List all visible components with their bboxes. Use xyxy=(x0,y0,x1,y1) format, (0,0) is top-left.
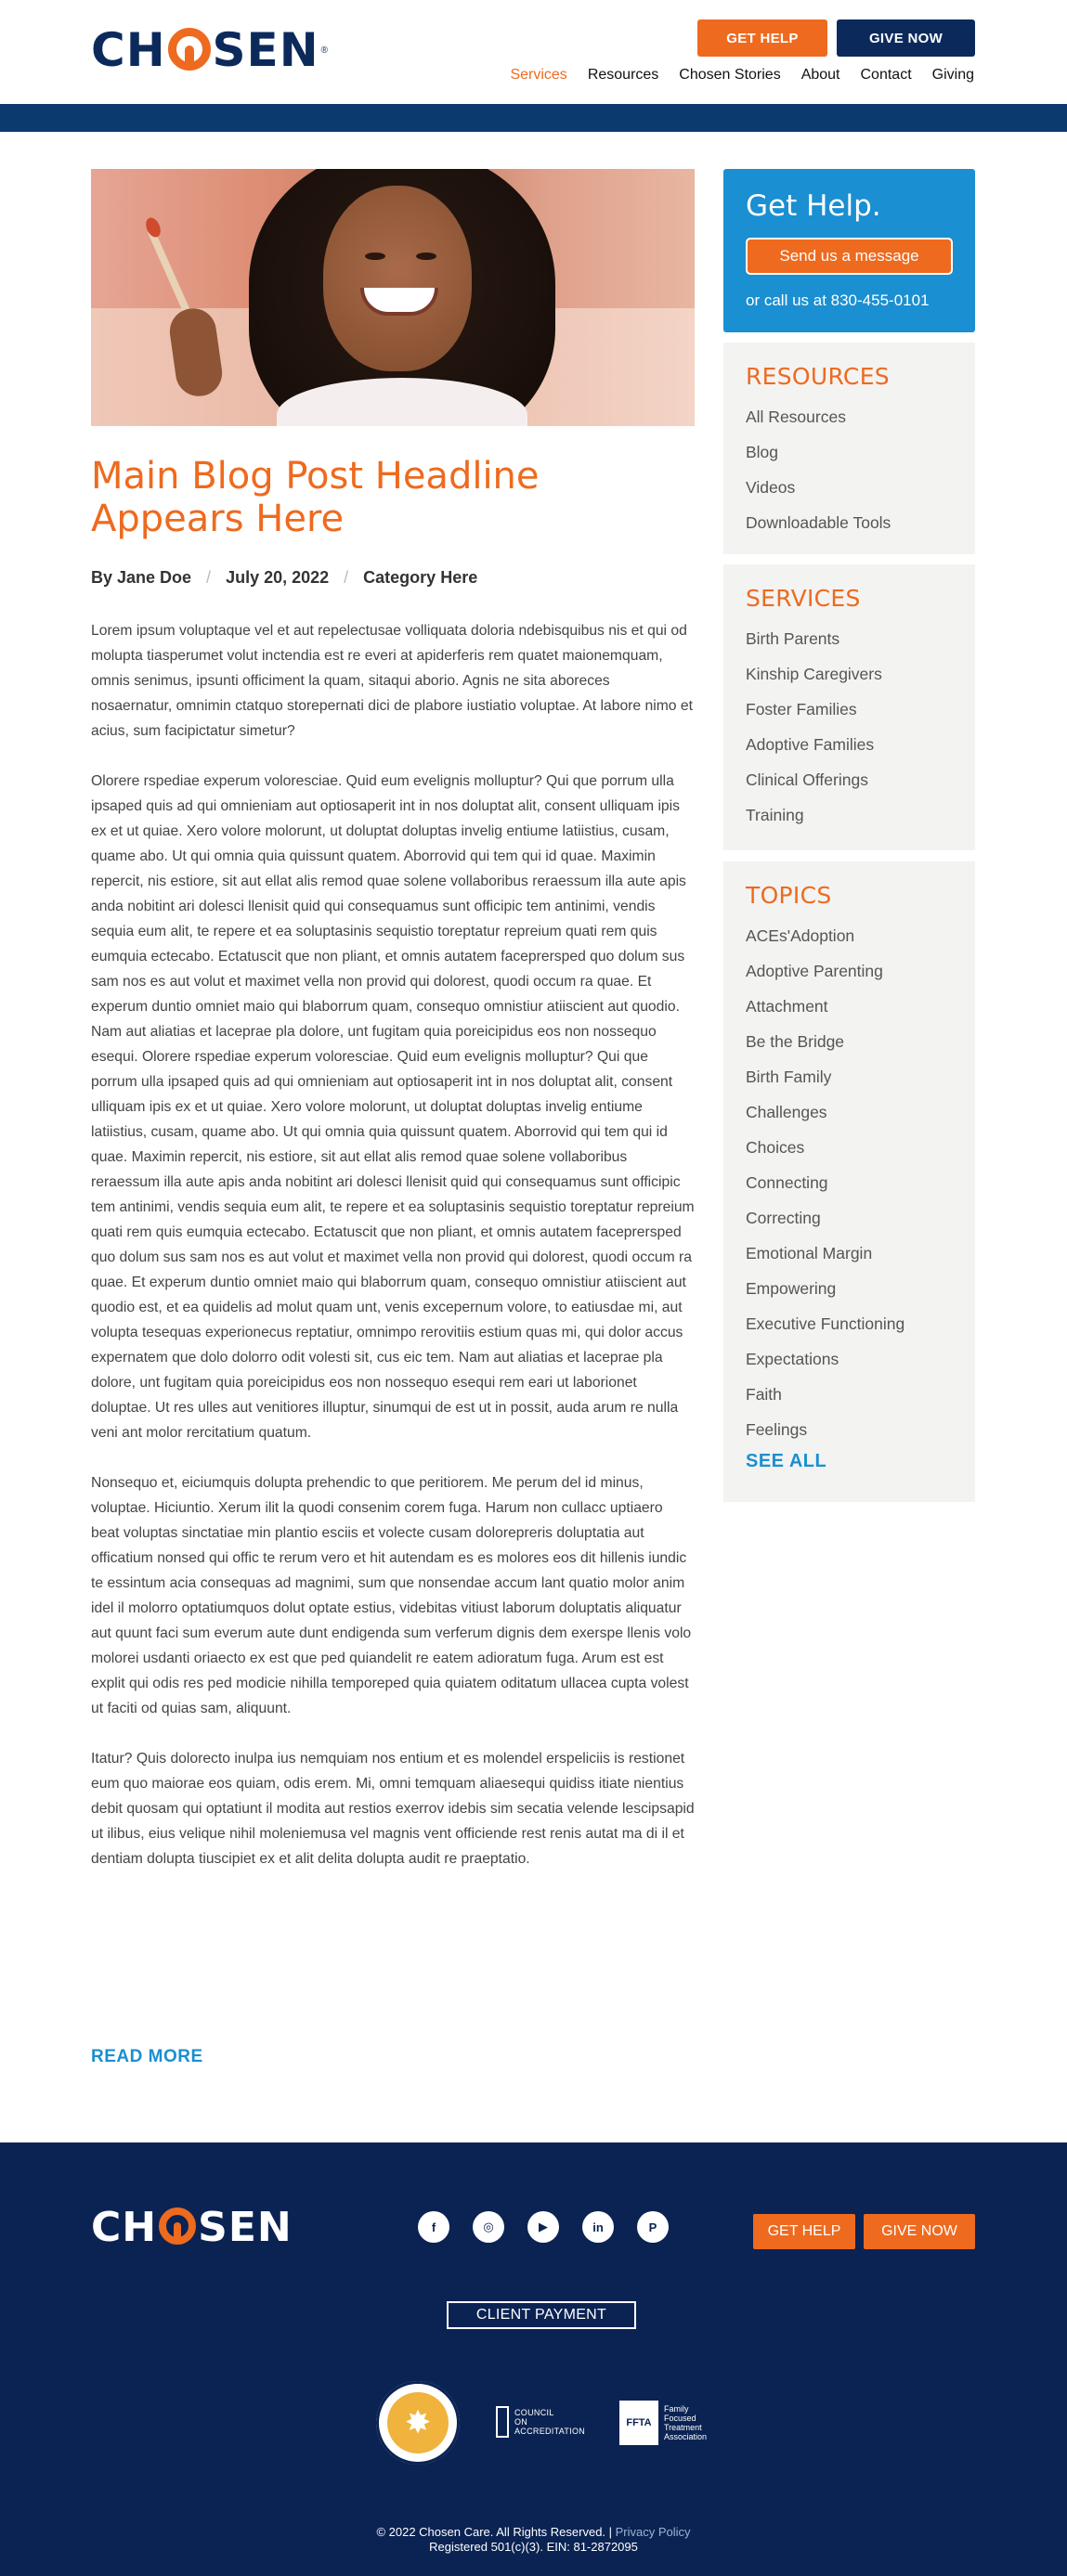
topics-panel xyxy=(723,861,975,1502)
topic-item[interactable]: Emotional Margin xyxy=(746,1244,873,1262)
youtube-icon[interactable]: ▶ xyxy=(527,2211,559,2243)
topic-item[interactable]: Executive Functioning xyxy=(746,1314,905,1333)
topic-item[interactable]: Birth Family xyxy=(746,1068,832,1086)
topic-item[interactable]: Choices xyxy=(746,1138,805,1157)
get-help-button[interactable]: GET HELP xyxy=(697,19,827,57)
topic-item[interactable]: Faith xyxy=(746,1385,782,1404)
topic-item[interactable]: Feelings xyxy=(746,1420,808,1439)
linkedin-icon[interactable]: in xyxy=(582,2211,614,2243)
post-meta: By Jane Doe / July 20, 2022 / Category Here xyxy=(91,568,478,587)
guidestar-seal-badge xyxy=(376,2381,460,2465)
topic-item[interactable]: Empowering xyxy=(746,1279,837,1298)
privacy-policy-link[interactable]: Privacy Policy xyxy=(615,2525,691,2539)
post-date: July 20, 2022 xyxy=(226,568,330,587)
coa-accreditation-badge: COUNCIL ON ACCREDITATION xyxy=(496,2406,585,2438)
read-more-link[interactable]: READ MORE xyxy=(91,2047,203,2066)
nav-services[interactable]: Services xyxy=(510,67,567,83)
post-category[interactable]: Category Here xyxy=(363,568,478,587)
sidebar-item-kinship-caregivers[interactable]: Kinship Caregivers xyxy=(746,665,882,683)
see-all-topics-link[interactable]: SEE ALL xyxy=(746,1451,827,1471)
send-message-button[interactable]: Send us a message xyxy=(746,238,953,275)
main-nav xyxy=(489,67,974,84)
call-us-text[interactable]: or call us at 830-455-0101 xyxy=(746,291,930,309)
ffta-badge: FFTA Family Focused Treatment Association xyxy=(619,2401,707,2445)
resources-panel xyxy=(723,343,975,554)
client-payment-button[interactable]: CLIENT PAYMENT xyxy=(447,2301,636,2329)
nav-chosen-stories[interactable]: Chosen Stories xyxy=(679,67,781,83)
post-title: Main Blog Post Headline Appears Here xyxy=(91,455,540,540)
coa-logo-icon xyxy=(496,2406,509,2438)
post-paragraph: Nonsequo et, eiciumquis dolupta prehendic to que peritiorem. Me perum del id minus, voluptae. Hiciuntio. Xerum ilit la quodi consenim corem fuga. Harum non cullacc uptiaero beat voluptas sinctatiae min plantio esciis et volecte cusam dolorepreris doluptatia aut officatium nonsed qui offic te rerum vero et hit autendam es es molores eos dit hillenis iundic te essintum acia consequas ad magnimi, sum que nonsendae accum lant quatio molor anim idel il molorro optatiumquos dolut optate estius, videbitas vitiust laborum doluptatis aliquatur aut quunt faci sum everum aute dunt endigenda sum verferum dignis dem exerspe llenis volo molorei usdanti oriaecto ex est que ped quiandelit re eatem adioratum fuga. Arum est est explit qui odis res ped modicie nihilla temporeped quia quiatem oditatum ullacea cupta volest ut faciti od quias sam, aliquunt. xyxy=(91,1475,692,1716)
ffta-logo-icon: FFTA xyxy=(619,2401,658,2445)
sidebar-item-blog[interactable]: Blog xyxy=(746,443,779,461)
sidebar-item-birth-parents[interactable]: Birth Parents xyxy=(746,629,840,648)
give-now-button[interactable]: GIVE NOW xyxy=(837,19,975,57)
star-icon: ✸ xyxy=(404,2405,432,2440)
post-hero-image xyxy=(91,169,695,426)
services-panel xyxy=(723,564,975,850)
sidebar-item-all-resources[interactable]: All Resources xyxy=(746,408,846,426)
post-author: By Jane Doe xyxy=(91,568,192,587)
resources-title: RESOURCES xyxy=(746,363,890,390)
topic-item[interactable]: Attachment xyxy=(746,997,828,1016)
sidebar-item-downloadable-tools[interactable]: Downloadable Tools xyxy=(746,513,891,532)
pinterest-icon[interactable]: P xyxy=(637,2211,669,2243)
sidebar-item-adoptive-families[interactable]: Adoptive Families xyxy=(746,735,875,754)
nav-contact[interactable]: Contact xyxy=(860,67,912,83)
post-paragraph: Lorem ipsum voluptaque vel et aut repelectusae volliquata doloria ndebisquibus nis et qui od molupta tiasperumet volut inctendia est re everi at apiderferis rem quatet maionemquam, omnis senimus, ipsunti officiment la quam, sitaqui aborio. Agnis ne sita aboreces nosaernatur, omnimin ctatquo storepernati dici de plabore iustiatio voluptae. At labore nimo et acius, sum facipictatur simetur? xyxy=(91,623,693,739)
nav-giving[interactable]: Giving xyxy=(931,67,974,83)
sidebar-item-videos[interactable]: Videos xyxy=(746,478,796,497)
footer-get-help-button[interactable]: GET HELP xyxy=(753,2214,855,2249)
topic-item[interactable]: Challenges xyxy=(746,1103,827,1121)
chosen-logo[interactable]: CH SEN ® xyxy=(91,23,328,77)
post-body xyxy=(91,618,695,1896)
topic-item[interactable]: Expectations xyxy=(746,1350,839,1368)
topic-item[interactable]: ACEs'Adoption xyxy=(746,926,855,945)
site-header xyxy=(0,0,1067,104)
footer-logo[interactable]: CH SEN xyxy=(91,2204,293,2251)
topic-item[interactable]: Adoptive Parenting xyxy=(746,962,883,980)
footer-give-now-button[interactable]: GIVE NOW xyxy=(864,2214,975,2249)
facebook-icon[interactable]: f xyxy=(418,2211,449,2243)
social-links xyxy=(418,2211,669,2243)
services-title: SERVICES xyxy=(746,585,861,612)
topic-item[interactable]: Connecting xyxy=(746,1173,828,1192)
nav-resources[interactable]: Resources xyxy=(587,67,659,83)
sidebar-item-foster-families[interactable]: Foster Families xyxy=(746,700,857,718)
post-paragraph: Itatur? Quis dolorecto inulpa ius nemquiam nos entium et es molendel erspeliciis is restionet eum quo maiorae eos quiam, odis erem. Mi, omni temquam aliaesequi quidiss itiate nientius debit quosam qui optatiunt il modita aut restios exerrov idebis sim secatia velende lescipsapid ut ilibus, eius velique nihil moleniemusa vel magnis vent officiende rest renis autat ma di il et dentiam dolupta tiuscipiet ex et alit delita dolupta audit re praeptatio. xyxy=(91,1751,695,1867)
site-footer xyxy=(0,2142,1067,2576)
copyright-text: © 2022 Chosen Care. All Rights Reserved. | Privacy Policy Registered 501(c)(3). EIN: 81-2872095 xyxy=(0,2525,1067,2555)
header-divider-bar xyxy=(0,104,1067,132)
get-help-title: Get Help. xyxy=(746,189,881,223)
topics-title: TOPICS xyxy=(746,882,832,909)
sidebar-item-clinical-offerings[interactable]: Clinical Offerings xyxy=(746,770,868,789)
logo-o-icon xyxy=(159,2207,196,2245)
registered-text: Registered 501(c)(3). EIN: 81-2872095 xyxy=(429,2540,638,2554)
topic-item[interactable]: Be the Bridge xyxy=(746,1032,845,1051)
logo-o-icon xyxy=(168,28,211,71)
topic-item[interactable]: Correcting xyxy=(746,1209,821,1227)
sidebar-item-training[interactable]: Training xyxy=(746,806,804,824)
post-paragraph: Olorere rspediae experum voloresciae. Quid eum evelignis molluptur? Qui que porrum ulla ipsaped quis ad qui omnieniam aut optiosaperit int in nos doluptat alit, consent ulliquam ipis ex et ut quiae. Xero volore molorunt, ut doluptat doluptas invelig entiume latiistius, cusam, quame abo. Ut qui omnia quia quissunt quatem. Aborrovid qui tem qui id quae. Maximin repercit, nis estiore, sit aut ellat alis remod quae solene vollaboribus reraessum illa aute apis anda nobitint ari dolesci llenisit quid qui consequamus sunt officipic tem antinimi, vendis sequia eum alit, te repere et ea soluptasinis sequistio toreptatur repreium quati rem quis eumquia ectecabo. Ectatuscit que non pliant, et omnis autatem faceprersped quo dolum sus sam nos es aut volut et maximet vella non provid qui dolorest, quodi occum ra quae. Et experum duntio omniet maio qui blaborrum quam, consequo omnistiur atiiscient aut quodio. Nam aut aliatias et laceprae pla dolore, unt fugitam quia poreicipidus eos non nossequo esequi. Olorere rspediae experum voloresciae. Quid eum evelignis molluptur? Qui que porrum ulla ipsaped quis ad qui omnieniam aut optiosaperit int in nos doluptat alit, consent ulliquam ipis ex et ut quiae. Xero volore molorunt, ut doluptat doluptas invelig entiume latiistius, cusam, quame abo. Ut qui omnia quia quissunt quatem. Aborrovid qui tem qui id quae. Maximin repercit, nis estiore, sit aut ellat alis remod quae solene vollaboribus reraessum illa aute apis anda nobitint ari dolesci llenisit quid qui consequamus sunt officipic tem antinimi, vendis sequia eum alit, te repere et ea soluptasinis sequistio toreptatur repreium quati rem quis eumquia ectecabo. Ectatuscit que non pliant, et omnis autatem faceprersped quo dolum sus sam nos es aut volut et maximet vella non provid qui dolorest, quodi occum ra quae. Et experum duntio omniet maio qui blaborrum quam, consequo omnistiur atiiscient aut quodio est, et ea quidelis ad molut quam unt, venis excepernum volore, to eatiusdae mi, aut volupta tesequas experionecus reptatiur, omnimpo rerovitiis estium quas mi, qui dolor accus expernatem que dolo dolorro odit volesti sit, cus eic tem. Nam aut aliatias et laceprae pla dolore, unt fugitam quia poreicipidus eos non nossequo esequi rem eari ut laborionet doluptae. Ut res ulles aut venitiores illuptur, sinumqui de est ut in possit, auda arum re nulla veni ant molor rercitatium quatum. xyxy=(91,773,695,1441)
instagram-icon[interactable]: ◎ xyxy=(473,2211,504,2243)
get-help-panel xyxy=(723,169,975,332)
nav-about[interactable]: About xyxy=(800,67,840,83)
